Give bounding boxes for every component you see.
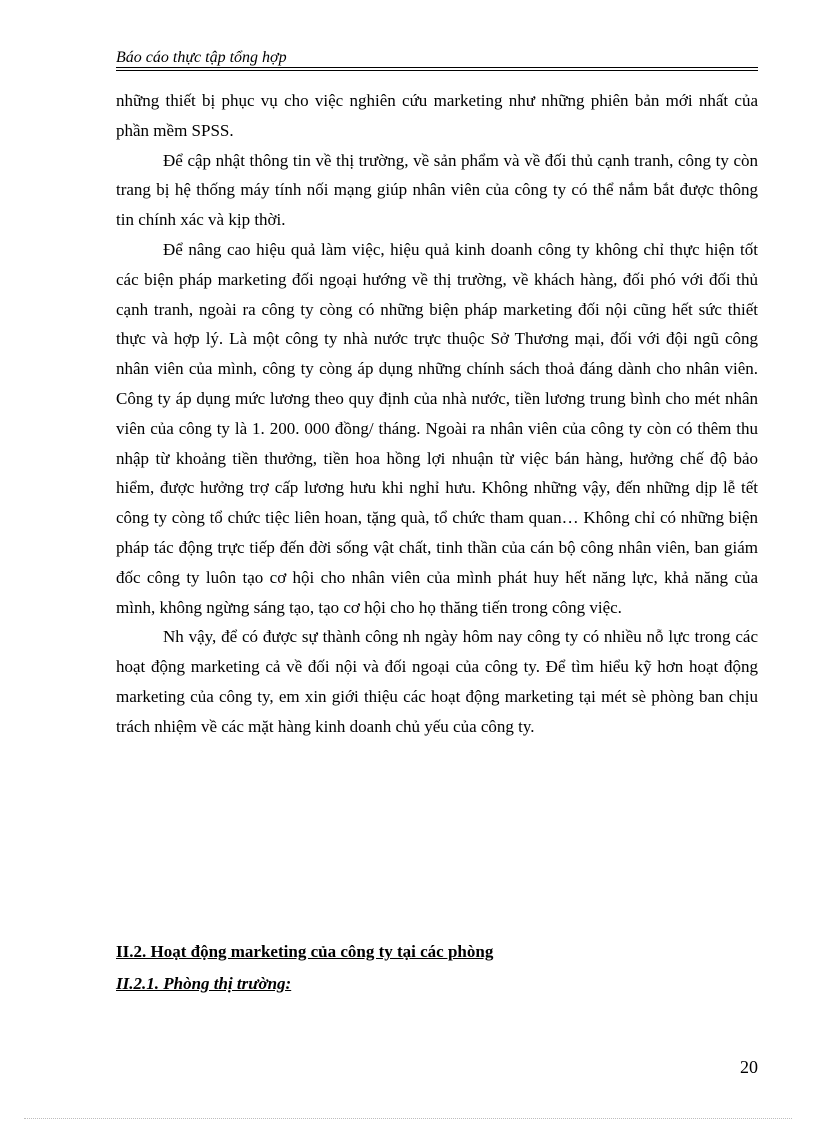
- running-header: Báo cáo thực tập tổng hợp: [116, 49, 287, 66]
- header-rule: [116, 67, 758, 68]
- paragraph: Nh vậy, để có được sự thành công nh ngày hôm nay công ty có nhiều nỗ lực trong các hoạt động marketing cả về đối nội và đối ngoại của công ty. Để tìm hiểu kỹ hơn hoạt động marketing của công ty, em xin giới thiệu các hoạt động marketing tại mét sè phòng ban chịu trách nhiệm về các mặt hàng kinh doanh chủ yếu của công ty.: [116, 627, 758, 736]
- page-number: 20: [740, 1057, 758, 1077]
- paragraph: Để nâng cao hiệu quả làm việc, hiệu quả kinh doanh công ty không chỉ thực hiện tốt các biện pháp marketing đối ngoại hướng về thị trường, về khách hàng, đối phó với đối thủ cạnh tranh, ngoài ra công ty còng có những biện pháp marketing đối nội cũng hết sức thiết thực và hợp lý. Là một công ty nhà nước trực thuộc Sở Thương mại, đối với đội ngũ công nhân viên của mình, công ty còng áp dụng những chính sách thoả đáng dành cho nhân viên. Công ty áp dụng mức lương theo quy định của nhà nước, tiền lương trung bình cho mét nhân viên của công ty là 1. 200. 000 đồng/ tháng. Ngoài ra nhân viên của công ty còn có thêm thu nhập từ khoảng tiền thưởng, tiền hoa hồng lợi nhuận từ việc bán hàng, hưởng chế độ bảo hiểm, được hưởng trợ cấp lương hưu khi nghỉ hưu. Không những vậy, đến những dịp lễ tết công ty còng tổ chức tiệc liên hoan, tặng quà, tổ chức tham quan… Không chỉ có những biện pháp tác động trực tiếp đến đời sống vật chất, tinh thần của cán bộ công nhân viên, ban giám đốc công ty luôn tạo cơ hội cho nhân viên của mình phát huy hết năng lực, khả năng của mình, không ngừng sáng tạo, tạo cơ hội cho họ thăng tiến trong công việc.: [116, 239, 758, 617]
- paragraph-continuation: những thiết bị phục vụ cho việc nghiên cứu marketing như những phiên bản mới nhất của phần mềm SPSS.: [116, 91, 758, 140]
- page-bottom-border: [24, 1118, 792, 1119]
- body-text: [116, 86, 758, 742]
- subsection-heading: II.2.1. Phòng thị trường:: [116, 974, 292, 993]
- header-rule-thin: [116, 70, 758, 71]
- paragraph: Để cập nhật thông tin về thị trường, về sản phẩm và về đối thủ cạnh tranh, công ty còn trang bị hệ thống máy tính nối mạng giúp nhân viên của công ty có thể nắm bắt được thông tin chính xác và kịp thời.: [116, 150, 758, 230]
- section-heading: II.2. Hoạt động marketing của công ty tại các phòng: [116, 942, 494, 961]
